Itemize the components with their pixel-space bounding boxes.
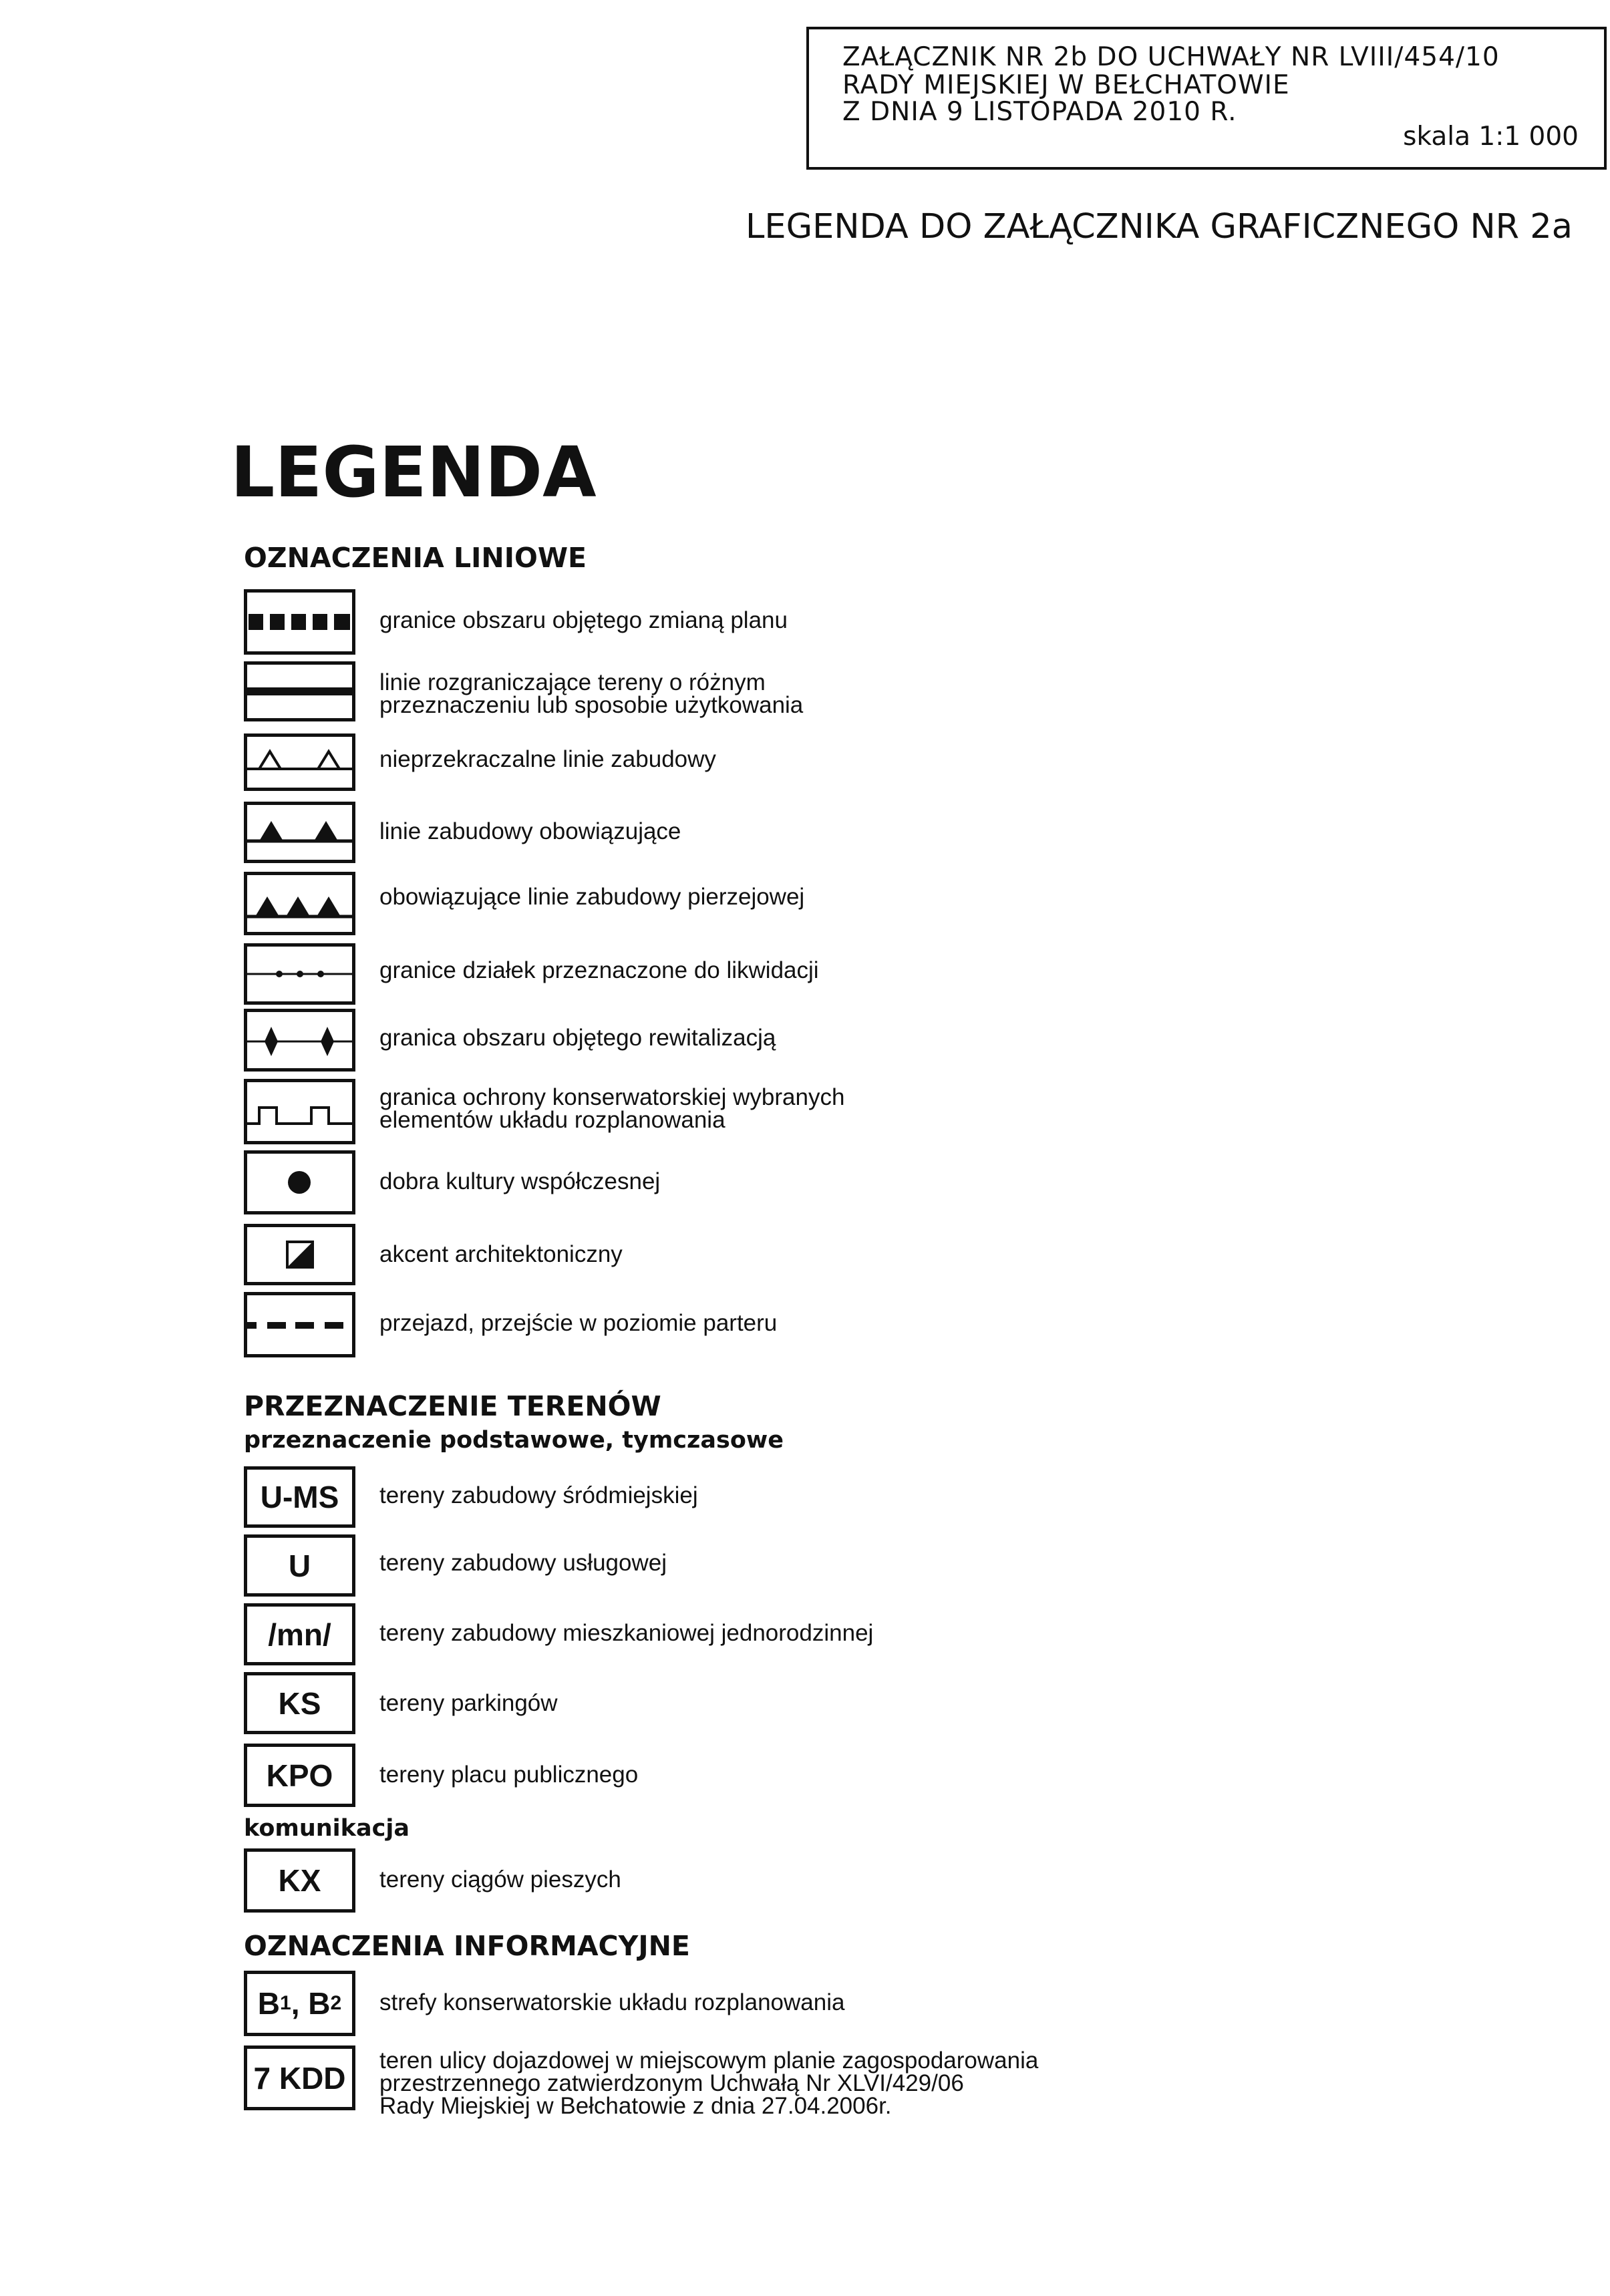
dotted-line-icon (244, 943, 355, 1005)
code-b-sub2: 2 (330, 1992, 342, 2014)
code-b-letter: B (257, 1986, 281, 2021)
legend-desc-conservation-zones: strefy konserwatorskie układu rozplanowania (379, 1989, 845, 2015)
legend-desc-demarcation-line-2: przeznaczeniu lub sposobie użytkowania (379, 692, 804, 718)
open-triangles-line-icon (244, 733, 355, 791)
dashed-thick-line-icon (244, 589, 355, 655)
legend-desc-access-street-2: przestrzennego zatwierdzonym Uchwałą Nr XLVI/429/06 (379, 2070, 964, 2096)
code-mn: /mn/ (244, 1603, 355, 1665)
code-kpo: KPO (244, 1744, 355, 1807)
code-u-ms: U-MS (244, 1466, 355, 1528)
triple-filled-triangles-line-icon (244, 872, 355, 935)
code-b-sep: , B (291, 1986, 331, 2021)
legend-desc-ground-floor-passage: przejazd, przejście w poziomie parteru (379, 1310, 778, 1336)
section-title-land-use: PRZEZNACZENIE TERENÓW (244, 1390, 661, 1422)
legend-desc-access-street-1: teren ulicy dojazdowej w miejscowym planie zagospodarowania (379, 2047, 1039, 2074)
header-line-2: RADY MIEJSKIEJ W BEŁCHATOWIE (842, 70, 1290, 100)
code-kx: KX (244, 1848, 355, 1913)
legend-title: LEGENDA (230, 432, 597, 513)
legend-desc-conservation-protection-2: elementów układu rozplanowania (379, 1107, 726, 1133)
legend-desc-conservation-protection-1: granica ochrony konserwatorskiej wybranych (379, 1084, 845, 1110)
legend-desc-downtown-buildings: tereny zabudowy śródmiejskiej (379, 1482, 698, 1508)
legend-desc-pedestrian-routes: tereny ciągów pieszych (379, 1866, 621, 1893)
legend-desc-revitalization-boundary: granica obszaru objętego rewitalizacją (379, 1025, 776, 1051)
legend-desc-plan-change-boundary: granice obszaru objętego zmianą planu (379, 607, 788, 633)
legend-desc-service-buildings: tereny zabudowy usługowej (379, 1550, 667, 1576)
transport-subtitle: komunikacja (244, 1815, 410, 1842)
legend-desc-single-family-housing: tereny zabudowy mieszkaniowej jednorodzinnej (379, 1620, 874, 1646)
legend-desc-parking-areas: tereny parkingów (379, 1690, 558, 1716)
legend-desc-mandatory-building-lines: linie zabudowy obowiązujące (379, 818, 681, 844)
legend-desc-frontage-building-lines: obowiązujące linie zabudowy pierzejowej (379, 884, 805, 910)
header-line-1: ZAŁĄCZNIK NR 2b DO UCHWAŁY NR LVIII/454/10 (842, 42, 1500, 72)
half-filled-square-icon (244, 1224, 355, 1285)
filled-circle-icon (244, 1150, 355, 1214)
code-u: U (244, 1534, 355, 1597)
legend-desc-nonexceedable-building-lines: nieprzekraczalne linie zabudowy (379, 746, 716, 772)
dashed-passage-line-icon (244, 1292, 355, 1357)
filled-triangles-line-icon (244, 802, 355, 863)
square-wave-line-icon (244, 1079, 355, 1144)
header-line-3: Z DNIA 9 LISTOPADA 2010 R. (842, 97, 1237, 127)
legend-desc-plot-boundaries-to-remove: granice działek przeznaczone do likwidacji (379, 957, 819, 983)
legend-subtitle: LEGENDA DO ZAŁĄCZNIKA GRAFICZNEGO NR 2a (746, 207, 1573, 247)
solid-double-line-icon (244, 661, 355, 721)
code-b-sub1: 1 (280, 1992, 291, 2014)
diamond-line-icon (244, 1009, 355, 1072)
section-title-line-markings: OZNACZENIA LINIOWE (244, 542, 587, 574)
code-ks: KS (244, 1672, 355, 1734)
legend-desc-architectural-accent: akcent architektoniczny (379, 1241, 623, 1267)
legend-desc-demarcation-line-1: linie rozgraniczające tereny o różnym (379, 669, 766, 695)
section-title-informational: OZNACZENIA INFORMACYJNE (244, 1930, 690, 1962)
code-7-kdd: 7 KDD (244, 2045, 355, 2110)
legend-desc-public-square: tereny placu publicznego (379, 1762, 639, 1788)
legend-desc-access-street-3: Rady Miejskiej w Bełchatowie z dnia 27.04.2006r. (379, 2093, 892, 2119)
scale-label: skala 1:1 000 (1403, 122, 1579, 152)
resolution-header-box (806, 27, 1607, 170)
legend-desc-contemporary-culture-assets: dobra kultury współczesnej (379, 1168, 661, 1194)
code-b1-b2 (244, 1971, 355, 2036)
land-use-subtitle: przeznaczenie podstawowe, tymczasowe (244, 1427, 784, 1454)
